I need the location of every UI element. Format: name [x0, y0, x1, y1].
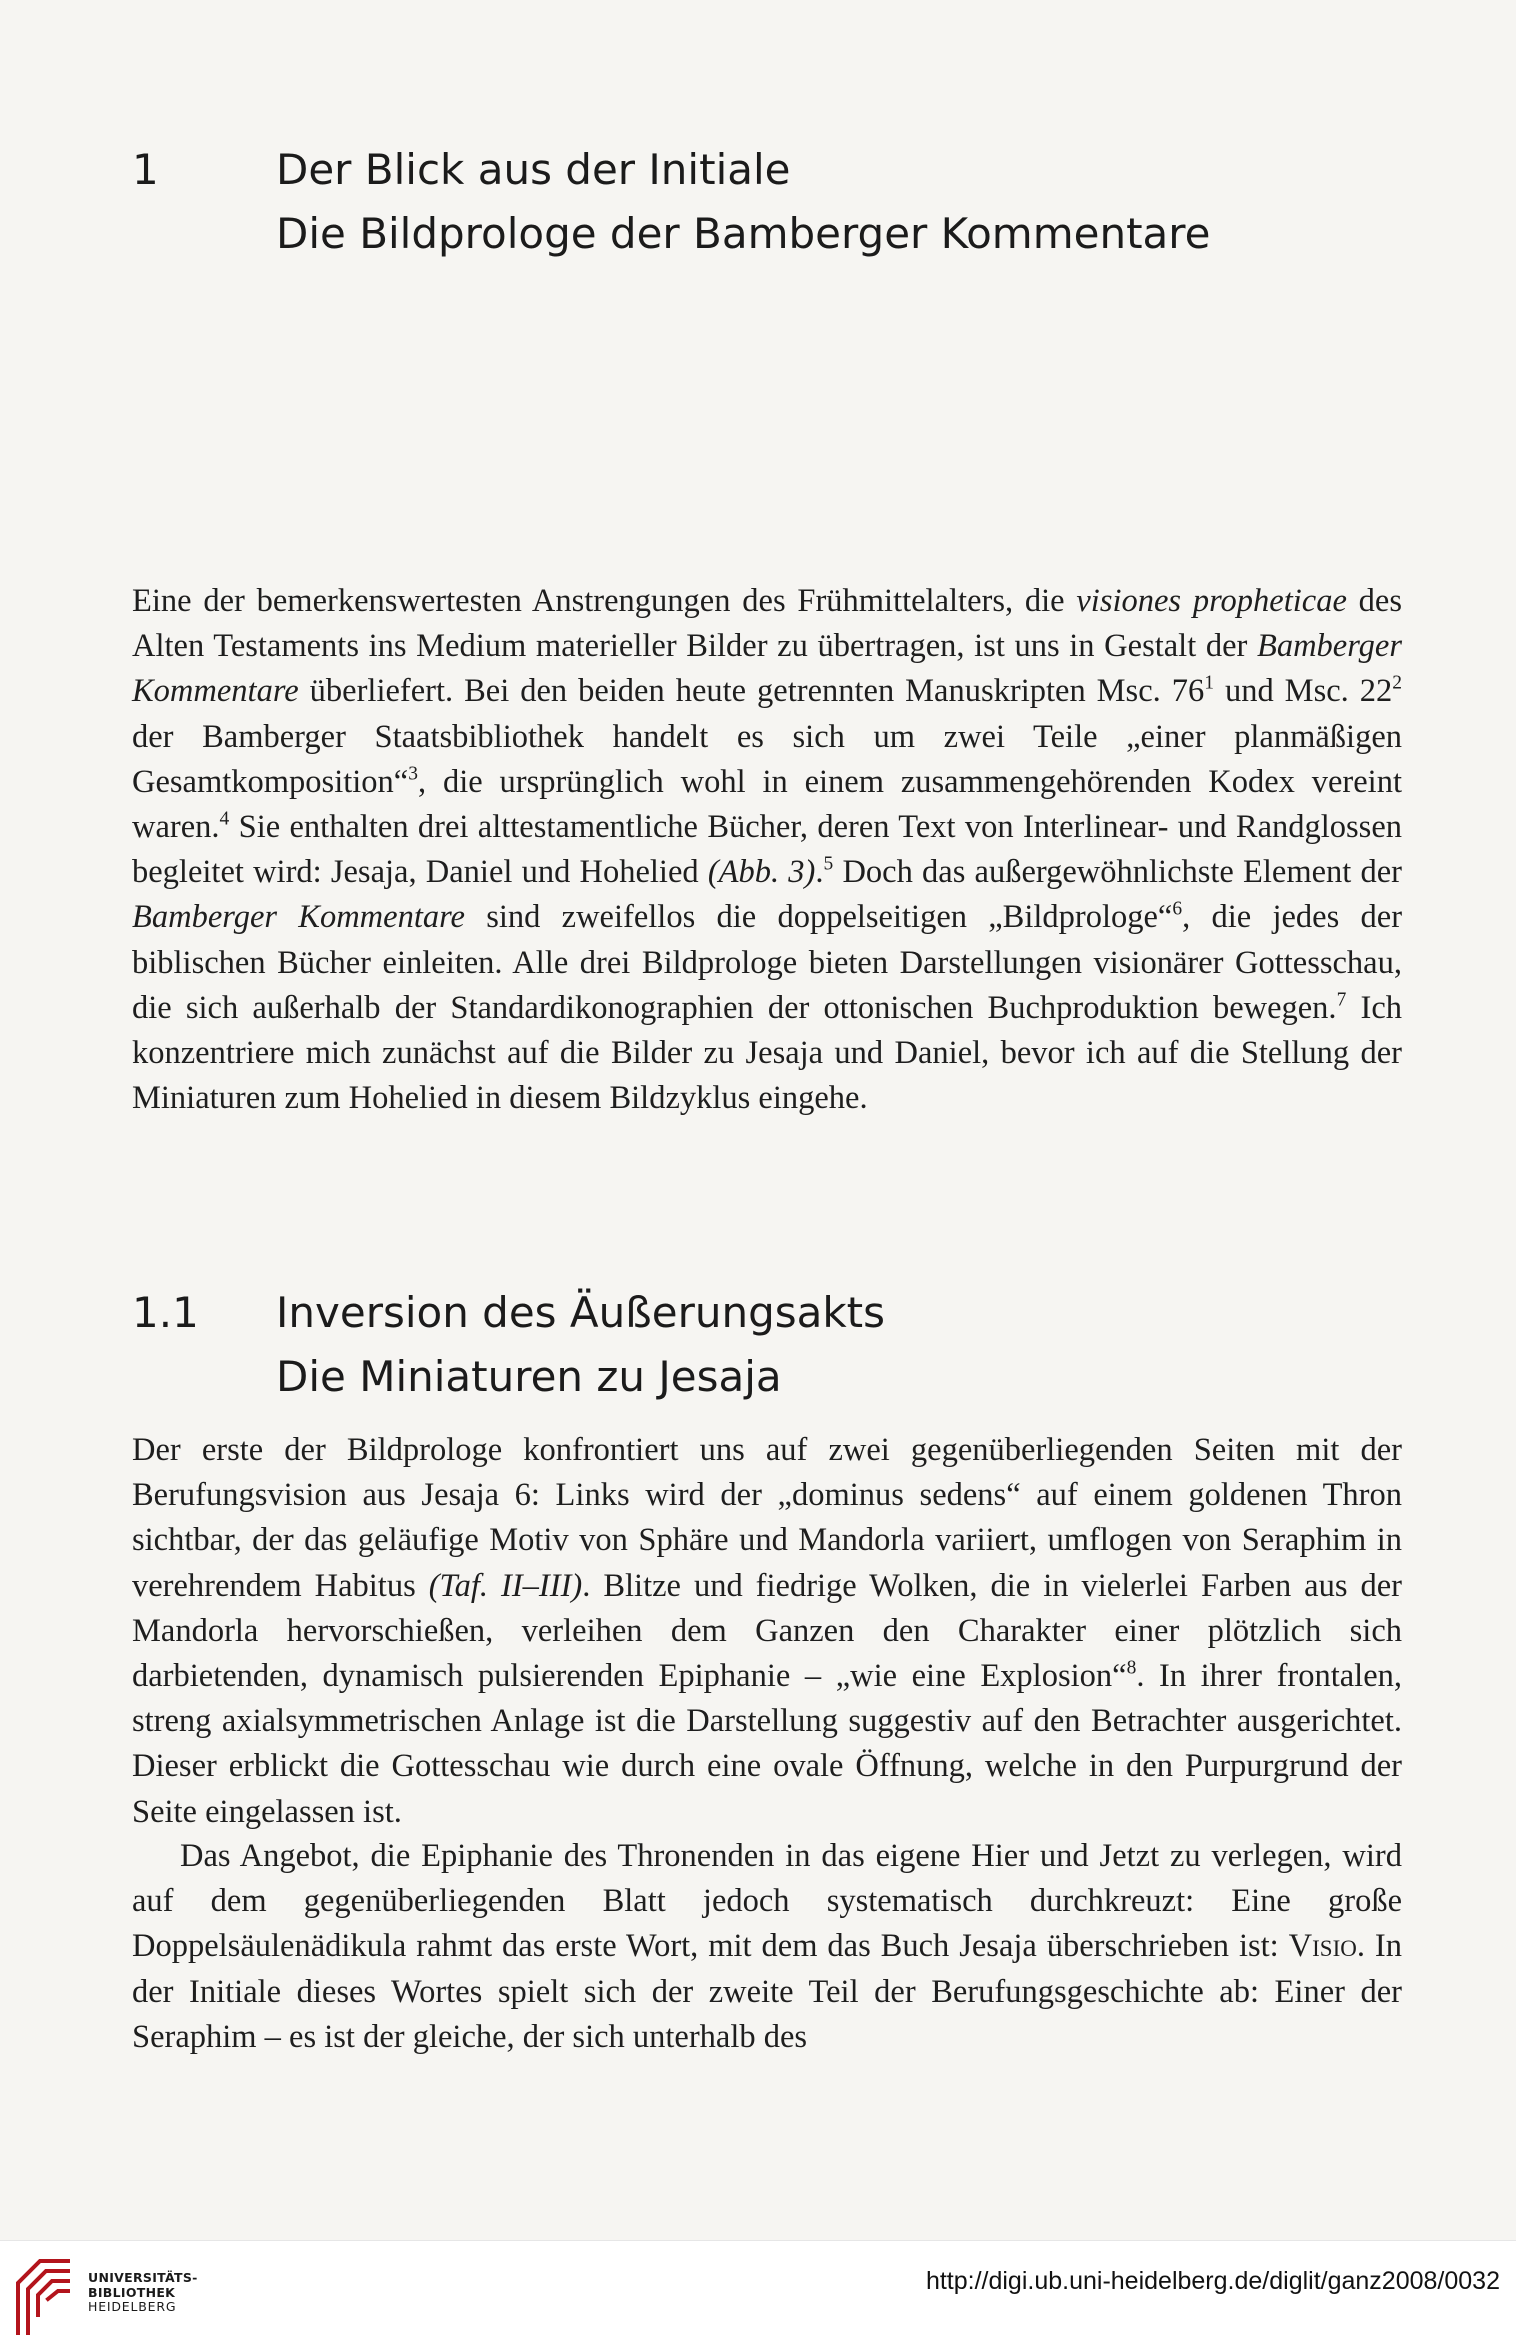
footnote-ref[interactable]: 6: [1172, 898, 1183, 920]
body-paragraph-3: Das Angebot, die Epiphanie des Thronenden in das eigene Hier und Jetzt zu verlegen, wird auf dem gegenüberliegenden Blatt jedoch systematisch durchkreuzt: Eine große Doppelsäulenädikula rahmt das erste Wort, mit dem das Buch Jesaja überschrieben ist: Visio. In der Initiale dieses Wortes spielt sich der zweite Teil der Berufungsgeschichte ab: Einer der Seraphim – es ist der gleiche, der sich unterhalb des: [132, 1838, 1402, 2055]
section-subtitle: Die Miniaturen zu Jesaja: [276, 1352, 782, 1401]
footnote-ref[interactable]: 4: [219, 808, 230, 830]
footnote-ref[interactable]: 7: [1336, 989, 1347, 1011]
digitization-footer: [0, 2240, 1516, 2347]
chapter-subtitle: Die Bildprologe der Bamberger Kommentare: [276, 209, 1211, 258]
chapter-title: Der Blick aus der Initiale: [276, 145, 791, 194]
body-paragraph-2: Der erste der Bildprologe konfrontiert uns auf zwei gegenüberliegenden Seiten mit der Berufungsvision aus Jesaja 6: Links wird der „dominus sedens“ auf einem goldenen Thron sichtbar, der das geläufige Motiv von Sphäre und Mandorla variiert, umflogen von Seraphim in verehrendem Habitus (Taf. II–III). Blitze und fiedrige Wolken, die in vielerlei Farben aus der Mandorla hervorschießen, verleihen dem Ganzen den Charakter einer plötzlich sich darbietenden, dynamisch pulsierenden Epiphanie – „wie eine Explosion“$^8$. In ihrer frontalen, streng axialsymmetrischen Anlage ist die Darstellung suggestiv auf den Betrachter ausgerichtet. Dieser erblickt die Gottesschau wie durch eine ovale Öffnung, welche in den Purpurgrund der Seite eingelassen ist.: [132, 1432, 1403, 1830]
section-number: 1.1: [132, 1288, 199, 1337]
chapter-number: 1: [132, 145, 159, 194]
permalink-url[interactable]: http://digi.ub.uni-heidelberg.de/diglit/ganz2008/0032: [925, 2267, 1500, 2295]
footnote-ref[interactable]: 8: [1126, 1657, 1137, 1679]
university-library-logo-icon[interactable]: [10, 2253, 76, 2339]
footnote-ref[interactable]: 5: [823, 853, 834, 875]
footnote-ref[interactable]: 1: [1204, 672, 1214, 694]
library-name: UNIVERSITÄTS- BIBLIOTHEK HEIDELBERG: [88, 2270, 198, 2314]
footnote-ref[interactable]: 2: [1392, 672, 1402, 694]
footnote-ref[interactable]: 3: [408, 763, 418, 785]
section-title: Inversion des Äußerungsakts: [276, 1288, 886, 1337]
body-paragraph-1: Eine der bemerkenswertesten Anstrengungen des Frühmittelalters, die visiones propheticae des Alten Testaments ins Medium materieller Bilder zu übertragen, ist uns in Gestalt der Bamberger Kommentare überliefert. Bei den beiden heute getrennten Manuskripten Msc. $76^1$ und Msc. $22^2$ der Bamberger Staatsbibliothek handelt es sich um zwei Teile „einer planmäßigen Gesamtkomposition“$^3$, die ursprünglich wohl in einem zusammengehörenden Kodex vereint waren.$^4$ Sie enthalten drei alttestamentliche Bücher, deren Text von Interlinear- und Randglossen begleitet wird: Jesaja, Daniel und Hohelied (Abb. 3).$^5$ Doch das außergewöhnlichste Element der Bamberger Kommentare sind zweifellos die doppelseitigen „Bildprologe“$^6$, die jedes der biblischen Bücher einleiten. Alle drei Bildprologe bieten Darstellungen visionärer Gottesschau, die sich außerhalb der Standardikonographien der ottonischen Buchproduktion bewegen.$^7$ Ich konzentriere mich zunächst auf die Bilder zu Jesaja und Daniel, bevor ich auf die Stellung der Miniaturen zum Hohelied in diesem Bildzyklus eingehe.: [132, 583, 1403, 1117]
